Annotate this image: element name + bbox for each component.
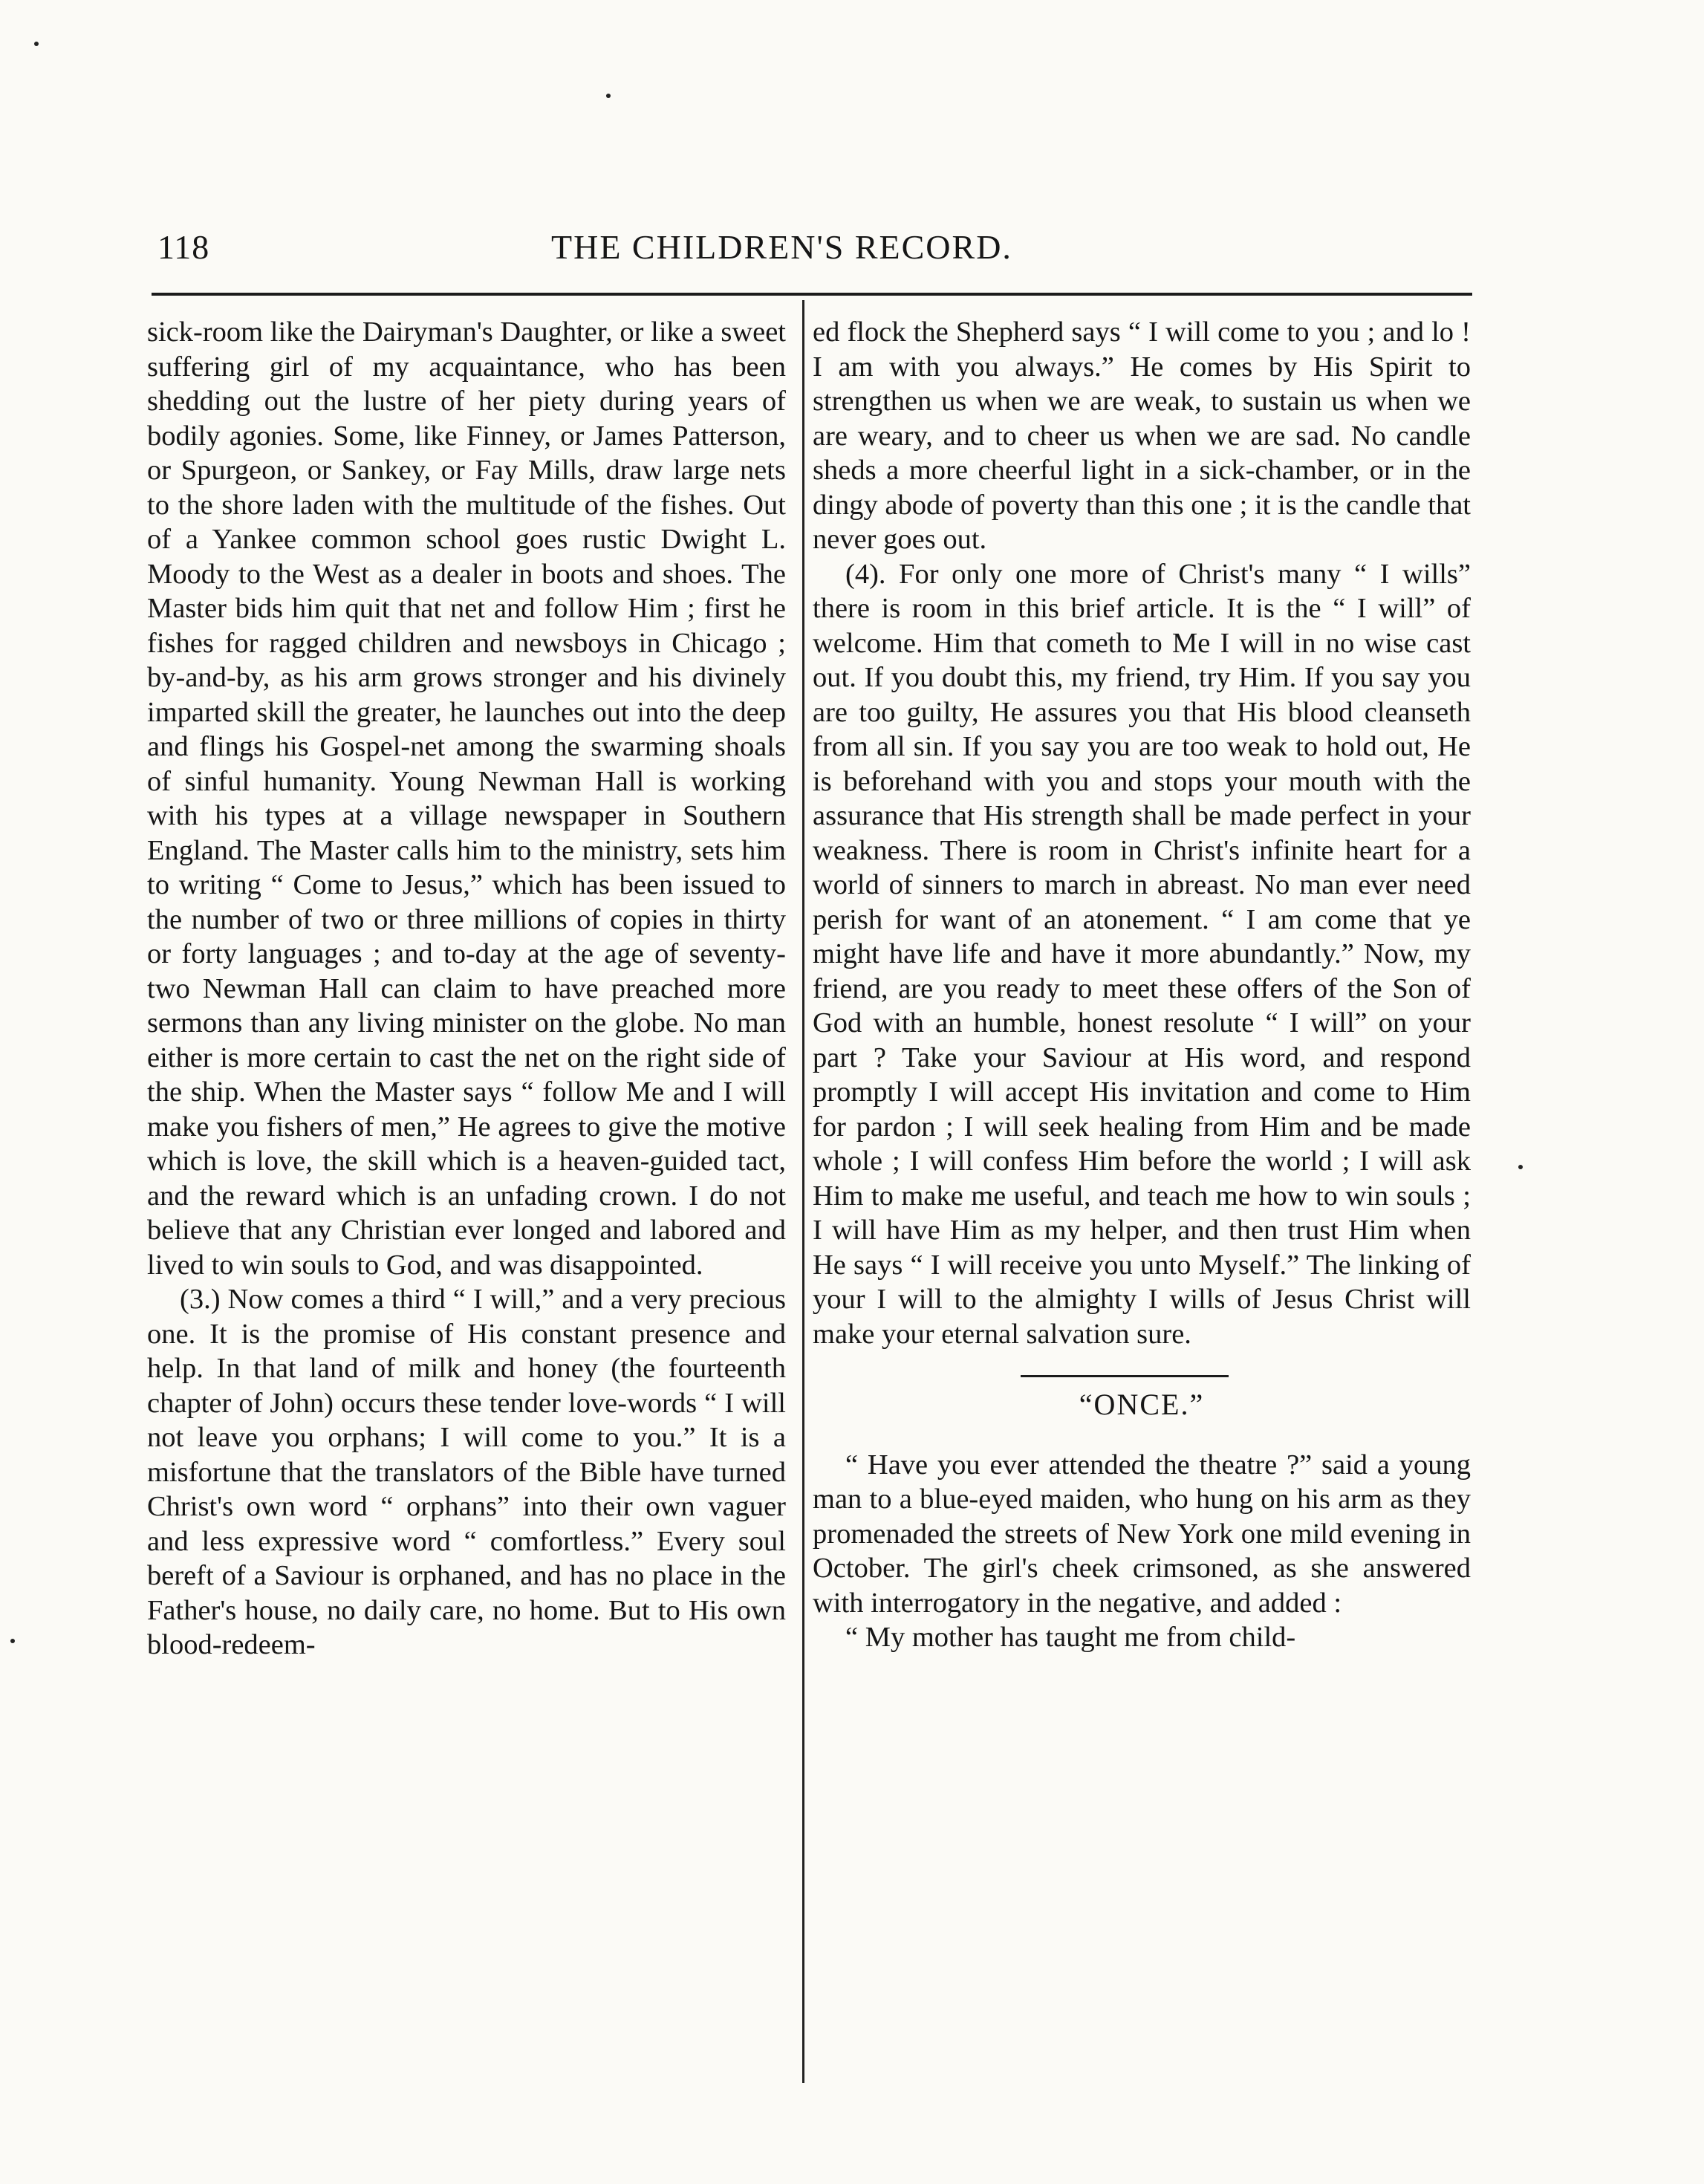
page-header — [157, 227, 1472, 272]
header-rule — [152, 293, 1472, 296]
running-head: THE CHILDREN'S RECORD. — [551, 228, 1012, 266]
article-separator-rule — [1021, 1375, 1229, 1377]
column-divider — [802, 300, 804, 2083]
print-speck — [606, 94, 611, 98]
page-number: 118 — [157, 228, 210, 266]
body-paragraph: “ My mother has taught me from child- — [845, 1622, 1296, 1653]
body-paragraph: (4). For only one more of Christ's many “ I wills” there is room in this brief article. It is the “ I will” of welcome. Him that cometh to Me I will in no wise cast out. If you doubt this, my friend, try Him. If you say you are too guilty, He assures you that His blood cleanseth from all sin. If you say you are too weak to hold out, He is beforehand with you and stops your mouth with the assurance that His strength shall be made perfect in your weakness. There is room in Christ's infinite heart for a world of sinners to march in abreast. No man ever need perish for want of an atonement. “ I am come that ye might have life and have it more abundantly.” Now, my friend, are you ready to meet these offers of the Son of God with an humble, honest resolute “ I will” on your part ? Take your Saviour at His word, and respond promptly I will accept His invitation and come to Him for pardon ; I will seek healing from Him and be made whole ; I will confess Him before the world ; I will ask Him to make me useful, and teach me how to win souls ; I will have Him as my helper, and then trust Him when He says “ I will receive you unto Myself.” The linking of your I will to the almighty I wills of Jesus Christ will make your eternal salvation sure. — [813, 558, 1471, 1350]
print-speck — [10, 1639, 15, 1643]
print-speck — [1518, 1165, 1523, 1169]
body-paragraph: sick-room like the Dairyman's Daughter, or like a sweet suffering girl of my acquaintance, who has been shedding out the lustre of her piety during years of bodily agonies. Some, like Finney, or James Patterson, or Spurgeon, or Sankey, or Fay Mills, draw large nets to the shore laden with the multitude of the fishes. Out of a Yankee common school goes rustic Dwight L. Moody to the West as a dealer in boots and shoes. The Master bids him quit that net and follow Him ; first he fishes for ragged children and newsboys in Chicago ; by-and-by, as his arm grows stronger and his divinely imparted skill the greater, he launches out into the deep and flings his Gospel-net among the swarming shoals of sinful humanity. Young Newman Hall is working with his types at a village newspaper in Southern England. The Master calls him to the ministry, sets him to writing “ Come to Jesus,” which has been issued to the number of two or three millions of copies in thirty or forty languages ; and to-day at the age of seventy-two Newman Hall can claim to have preached more sermons than any living minister on the globe. No man either is more certain to cast the net on the right side of the ship. When the Master says “ follow Me and I will make you fishers of men,” He agrees to give the motive which is love, the skill which is a heaven-guided tact, and the reward which is an unfading crown. I do not believe that any Christian ever longed and labored and lived to win souls to God, and was disappointed. — [147, 316, 786, 1281]
body-paragraph: “ Have you ever attended the theatre ?” said a young man to a blue-eyed maiden, who hung on his arm as they promenaded the streets of New York one mild evening in October. The girl's cheek crimsoned, as she answered with interrogatory in the negative, and added : — [813, 1449, 1471, 1619]
body-paragraph: (3.) Now comes a third “ I will,” and a very precious one. It is the promise of His constant presence and help. In that land of milk and honey (the fourteenth chapter of John) occurs these tender love-words “ I will not leave you orphans; I will come to you.” It is a misfortune that the translators of the Bible have turned Christ's own word “ orphans” into their own vaguer and less expressive word “ comfortless.” Every soul bereft of a Saviour is orphaned, and has no place in the Father's house, no daily care, no home. But to His own blood-redeem- — [147, 1284, 786, 1660]
right-column — [813, 315, 1471, 1655]
print-speck — [34, 42, 39, 46]
article-title: “ONCE.” — [1079, 1388, 1205, 1421]
left-column — [147, 315, 786, 1663]
body-paragraph: ed flock the Shepherd says “ I will come to you ; and lo ! I am with you always.” He comes by His Spirit to strengthen us when we are weak, to sustain us when we are weary, and to cheer us when we are sad. No candle sheds a more cheerful light in a sick-chamber, or in the dingy abode of poverty than this one ; it is the candle that never goes out. — [813, 316, 1471, 555]
